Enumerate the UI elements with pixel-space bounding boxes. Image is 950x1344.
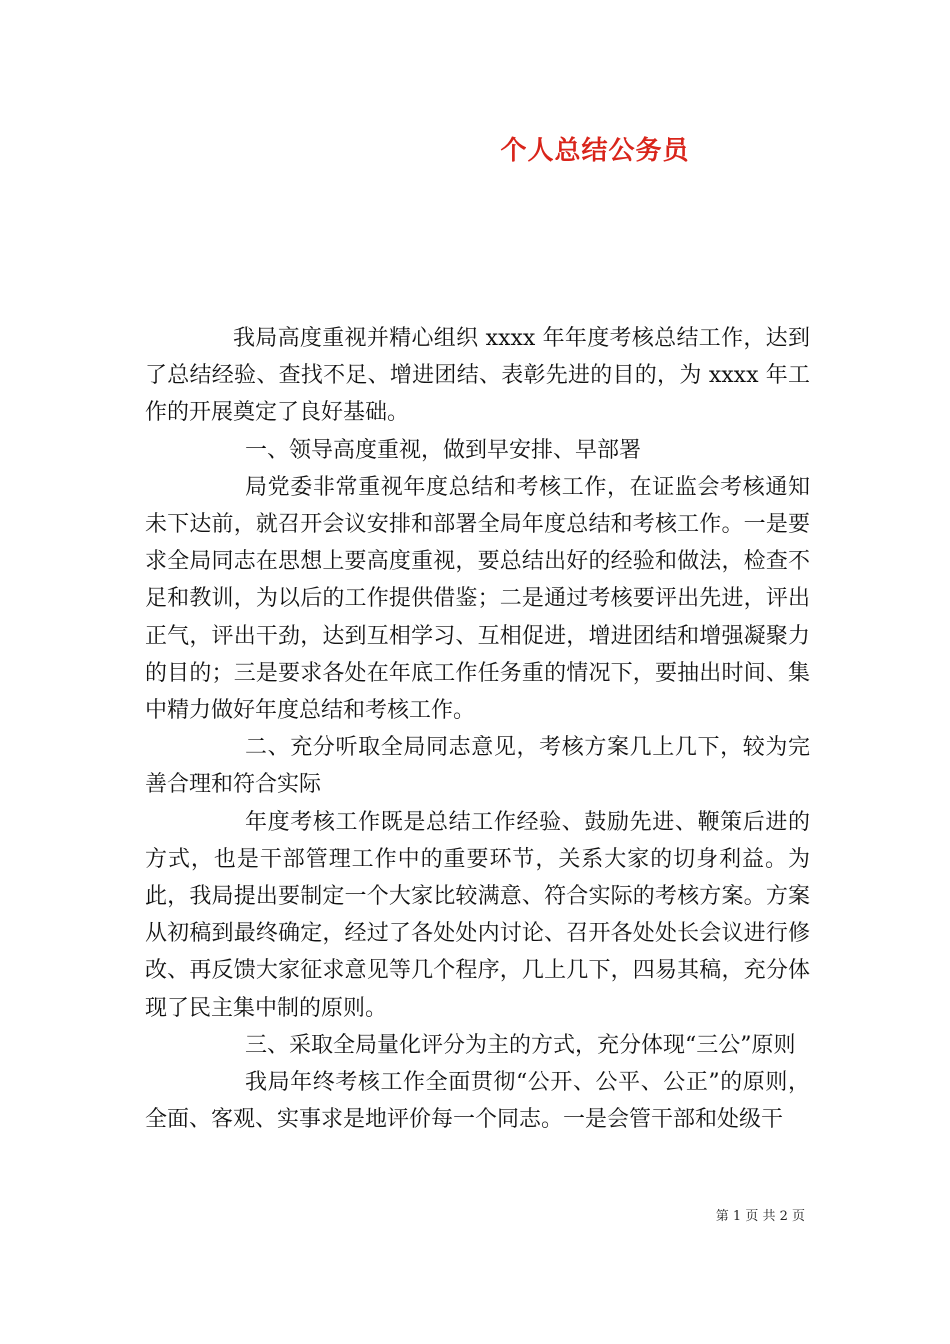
document-title: 个人总结公务员 [500, 136, 690, 166]
paragraph-section-1: 局党委非常重视年度总结和考核工作，在证监会考核通知未下达前，就召开会议安排和部署全局年度总结和考核工作。一是要求全局同志在思想上要高度重视，要总结出好的经验和做法，检查不足和教训，为以后的工作提供借鉴；二是通过考核要评出先进，评出正气，评出干劲，达到互相学习、互相促进，增进团结和增强凝聚力的目的；三是要求各处在年底工作任务重的情况下，要抽出时间、集中精力做好年度总结和考核工作。 [145, 474, 810, 724]
paragraph-intro: 我局高度重视并精心组织 xxxx 年年度考核总结工作，达到了总结经验、查找不足、增进团结、表彰先进的目的，为 xxxx 年工作的开展奠定了良好基础。 [145, 326, 810, 426]
page-number: 第 1 页 共 2 页 [715, 1209, 805, 1224]
section-heading-3: 三、采取全局量化评分为主的方式，充分体现“三公”原则 [245, 1032, 796, 1058]
paragraph-section-2: 年度考核工作既是总结工作经验、鼓励先进、鞭策后进的方式，也是干部管理工作中的重要环节，关系大家的切身利益。为此，我局提出要制定一个大家比较满意、符合实际的考核方案。方案从初稿到最终确定，经过了各处处内讨论、召开各处处长会议进行修改、再反馈大家征求意见等几个程序，几上几下，四易其稿，充分体现了民主集中制的原则。 [145, 809, 810, 1021]
section-heading-1: 一、领导高度重视，做到早安排、早部署 [245, 437, 642, 463]
paragraph-section-3: 我局年终考核工作全面贯彻“公开、公平、公正”的原则，全面、客观、实事求是地评价每一个同志。一是会管干部和处级干 [145, 1070, 810, 1133]
section-heading-2: 二、充分听取全局同志意见，考核方案几上几下，较为完善合理和符合实际 [145, 735, 810, 798]
document-body [145, 320, 810, 1138]
